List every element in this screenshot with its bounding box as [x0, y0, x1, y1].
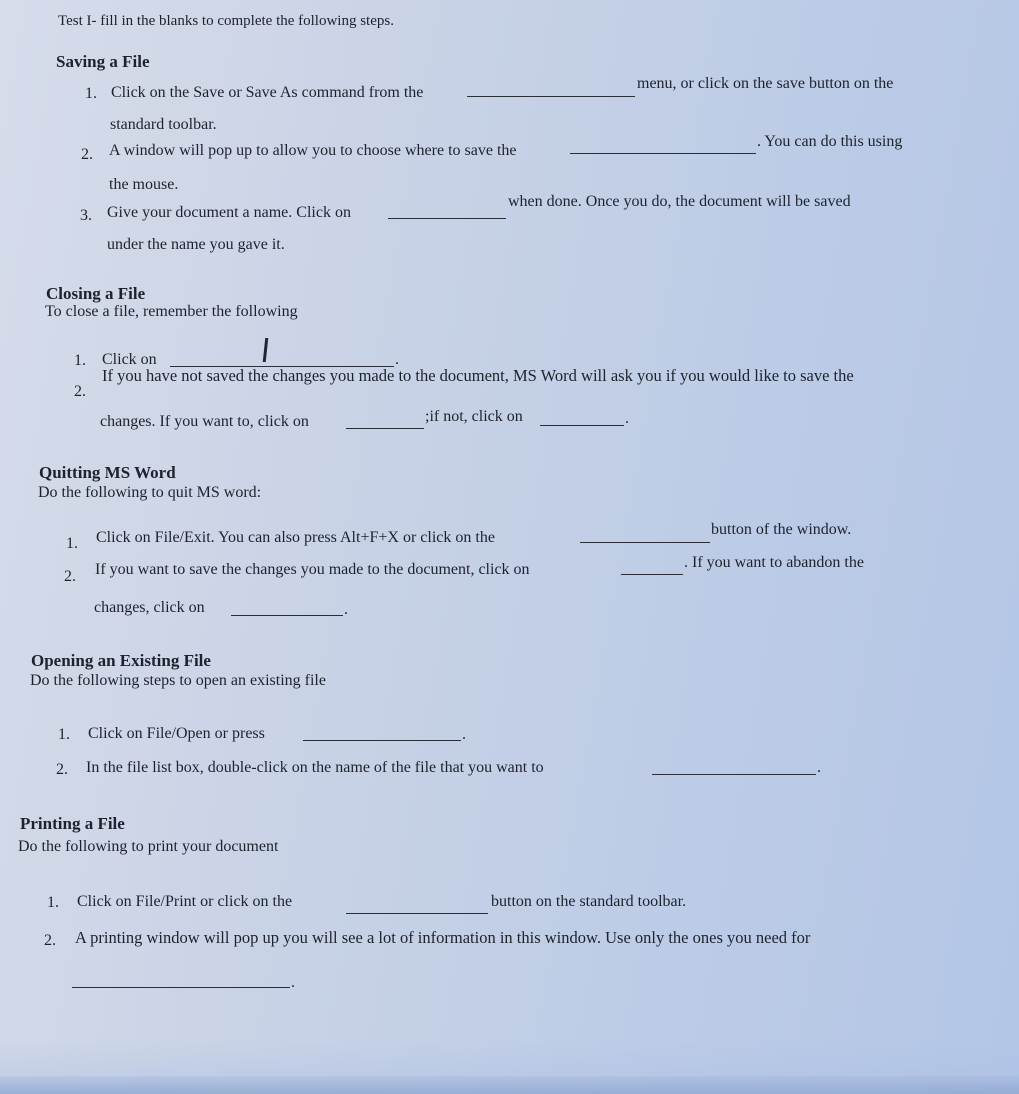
- quitting-step2-end: .: [344, 601, 348, 618]
- closing-step2-text-b: changes. If you want to, click on: [100, 413, 309, 430]
- opening-step2-blank[interactable]: [652, 760, 816, 775]
- saving-step1-number: 1.: [85, 85, 97, 102]
- closing-step1-number: 1.: [74, 352, 86, 369]
- printing-intro: Do the following to print your document: [18, 838, 279, 855]
- saving-step1-text-b: menu, or click on the save button on the: [637, 75, 894, 92]
- closing-step2-text-c: ;if not, click on: [425, 408, 523, 425]
- opening-step1-text: Click on File/Open or press: [88, 725, 265, 742]
- closing-step2-blank-yes[interactable]: [346, 414, 424, 429]
- saving-heading: Saving a File: [56, 52, 150, 71]
- opening-intro: Do the following steps to open an existing file: [30, 672, 326, 689]
- printing-step2-text: A printing window will pop up you will see a lot of information in this window. Use only the ones you need for: [75, 928, 811, 947]
- opening-heading: Opening an Existing File: [31, 651, 211, 670]
- opening-step1-number: 1.: [58, 726, 70, 743]
- quitting-step2-number: 2.: [64, 568, 76, 585]
- closing-step2-text: If you have not saved the changes you made to the document, MS Word will ask you if you would like to save the: [102, 366, 854, 385]
- opening-step2-number: 2.: [56, 761, 68, 778]
- quitting-step2-text-c: changes, click on: [94, 599, 205, 616]
- printing-step1-number: 1.: [47, 894, 59, 911]
- closing-step2-end: .: [625, 410, 629, 427]
- saving-step2-number: 2.: [81, 146, 93, 163]
- saving-step3-text-b: when done. Once you do, the document will be saved: [508, 193, 851, 210]
- closing-step2-number: 2.: [74, 383, 86, 400]
- closing-step2-blank-no[interactable]: [540, 411, 624, 426]
- quitting-step2-blank-abandon[interactable]: [231, 601, 343, 616]
- printing-step2-number: 2.: [44, 932, 56, 949]
- opening-step1-end: .: [462, 726, 466, 743]
- saving-step1-text-c: standard toolbar.: [110, 116, 217, 133]
- closing-intro: To close a file, remember the following: [45, 303, 298, 320]
- worksheet-title: Test I- fill in the blanks to complete the following steps.: [58, 13, 394, 29]
- saving-step3-number: 3.: [80, 207, 92, 224]
- quitting-step1-text-b: button of the window.: [711, 521, 852, 538]
- printing-step2-end: .: [291, 974, 295, 991]
- saving-step1-blank[interactable]: [467, 82, 635, 97]
- quitting-heading: Quitting MS Word: [39, 463, 176, 482]
- saving-step2-blank[interactable]: [570, 139, 756, 154]
- printing-step1-blank[interactable]: [346, 899, 488, 914]
- saving-step2-text-c: the mouse.: [109, 176, 179, 193]
- saving-step2-text: A window will pop up to allow you to choose where to save the: [109, 142, 517, 159]
- saving-step1-text: Click on the Save or Save As command from the: [111, 84, 424, 101]
- closing-step1-text: Click on: [102, 351, 157, 368]
- saving-step3-text-c: under the name you gave it.: [107, 236, 285, 253]
- paper-bottom-edge: [0, 1076, 1019, 1094]
- quitting-step1-blank[interactable]: [580, 528, 710, 543]
- quitting-step1-number: 1.: [66, 535, 78, 552]
- quitting-step1-text: Click on File/Exit. You can also press Alt+F+X or click on the: [96, 529, 495, 546]
- closing-heading: Closing a File: [46, 284, 146, 303]
- printing-step1-text: Click on File/Print or click on the: [77, 893, 293, 910]
- opening-step2-text: In the file list box, double-click on the name of the file that you want to: [86, 759, 544, 776]
- opening-step1-blank[interactable]: [303, 726, 461, 741]
- saving-step3-text: Give your document a name. Click on: [107, 204, 351, 221]
- opening-step2-end: .: [817, 759, 821, 776]
- quitting-step2-blank[interactable]: [621, 560, 683, 575]
- quitting-step2-text-b: . If you want to abandon the: [684, 554, 864, 571]
- closing-step1-blank[interactable]: [170, 352, 394, 367]
- saving-step3-blank[interactable]: [388, 204, 506, 219]
- saving-step2-text-b: . You can do this using: [757, 133, 903, 150]
- quitting-step2-text: If you want to save the changes you made to the document, click on: [95, 561, 530, 578]
- closing-step1-end: .: [395, 351, 399, 368]
- printing-step2-blank[interactable]: [72, 973, 290, 988]
- printing-heading: Printing a File: [20, 814, 125, 833]
- printing-step1-text-b: button on the standard toolbar.: [491, 893, 687, 910]
- quitting-intro: Do the following to quit MS word:: [38, 484, 262, 501]
